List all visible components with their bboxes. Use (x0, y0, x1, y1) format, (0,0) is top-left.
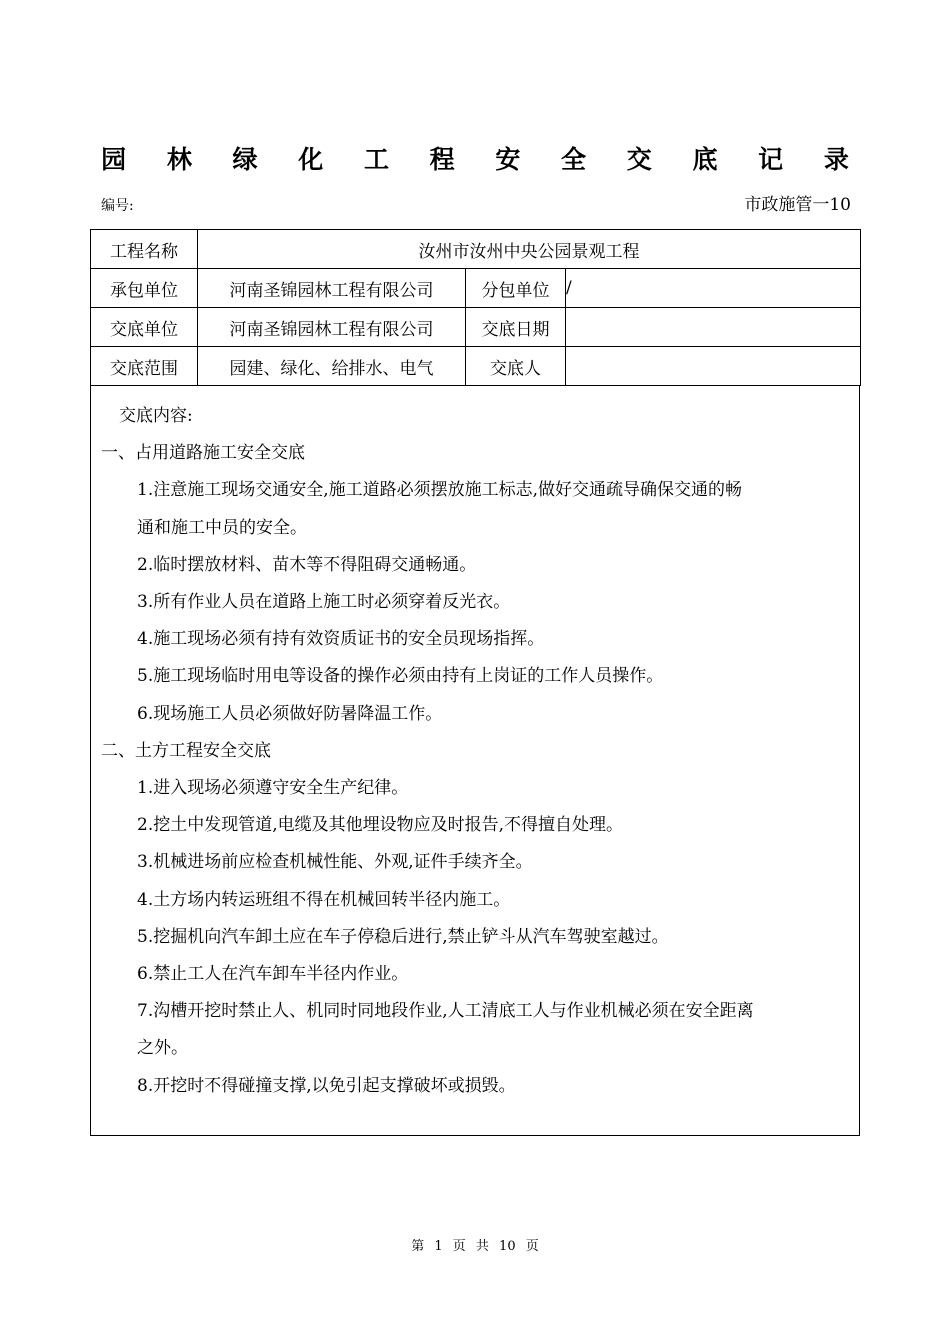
briefing-unit-row (91, 308, 861, 347)
document-code: 市政施管一10 (744, 195, 851, 215)
scope-value: 园建、绿化、给排水、电气 (198, 347, 466, 386)
section-1-item-1-line-2: 通和施工中员的安全。 (137, 517, 307, 538)
briefer-label: 交底人 (466, 347, 566, 386)
section-2-item-6: 6.禁止工人在汽车卸车半径内作业。 (137, 964, 409, 985)
briefing-content (91, 398, 859, 1105)
section-1-item-1-line-1: 1.注意施工现场交通安全,施工道路必须摆放施工标志,做好交通疏导确保交通的畅 (137, 480, 743, 501)
section-2-item-8: 8.开挖时不得碰撞支撑,以免引起支撑破坏或损毁。 (137, 1075, 516, 1096)
section-2-item-7-line-1: 7.沟槽开挖时禁止人、机同时同地段作业,人工清底工人与作业机械必须在安全距离 (137, 1001, 754, 1022)
section-2-heading: 二、土方工程安全交底 (101, 740, 271, 761)
subcontractor-value: / (566, 269, 861, 308)
briefing-content-box (90, 386, 860, 1136)
section-2-item-5: 5.挖掘机向汽车卸土应在车子停稳后进行,禁止铲斗从汽车驾驶室越过。 (137, 926, 669, 947)
section-1-item-6: 6.现场施工人员必须做好防暑降温工作。 (137, 703, 443, 724)
briefing-date-label: 交底日期 (466, 308, 566, 347)
section-1-item-3: 3.所有作业人员在道路上施工时必须穿着反光衣。 (137, 592, 511, 613)
briefing-unit-label: 交底单位 (91, 308, 198, 347)
info-table (90, 229, 861, 386)
section-2-item-1: 1.进入现场必须遵守安全生产纪律。 (137, 778, 409, 799)
section-2-item-7-line-2: 之外。 (137, 1038, 188, 1059)
subcontractor-label: 分包单位 (466, 269, 566, 308)
project-name-row (91, 230, 861, 269)
project-name-label: 工程名称 (91, 230, 198, 269)
section-1-item-4: 4.施工现场必须有持有效资质证书的安全员现场指挥。 (137, 629, 545, 650)
contractor-row (91, 269, 861, 308)
section-2-item-3: 3.机械进场前应检查机械性能、外观,证件手续齐全。 (137, 852, 533, 873)
briefer-value (566, 347, 861, 386)
section-1-item-2: 2.临时摆放材料、苗木等不得阻碍交通畅通。 (137, 554, 477, 575)
scope-row (91, 347, 861, 386)
project-name-value: 汝州市汝州中央公园景观工程 (198, 230, 861, 269)
section-1-item-5: 5.施工现场临时用电等设备的操作必须由持有上岗证的工作人员操作。 (137, 666, 664, 687)
serial-number-label: 编号: (101, 198, 134, 214)
briefing-date-value (566, 308, 861, 347)
briefing-unit-value: 河南圣锦园林工程有限公司 (198, 308, 466, 347)
section-2-item-4: 4.土方场内转运班组不得在机械回转半径内施工。 (137, 889, 511, 910)
page-number-footer: 第 1 页 共 10 页 (411, 1239, 539, 1254)
section-1-heading: 一、占用道路施工安全交底 (101, 443, 305, 464)
contractor-label: 承包单位 (91, 269, 198, 308)
content-intro: 交底内容: (119, 406, 193, 426)
document-title: 园 林 绿 化 工 程 安 全 交 底 记 录 (101, 145, 865, 174)
contractor-value: 河南圣锦园林工程有限公司 (198, 269, 466, 308)
section-2-item-2: 2.挖土中发现管道,电缆及其他埋设物应及时报告,不得擅自处理。 (137, 815, 624, 836)
scope-label: 交底范围 (91, 347, 198, 386)
